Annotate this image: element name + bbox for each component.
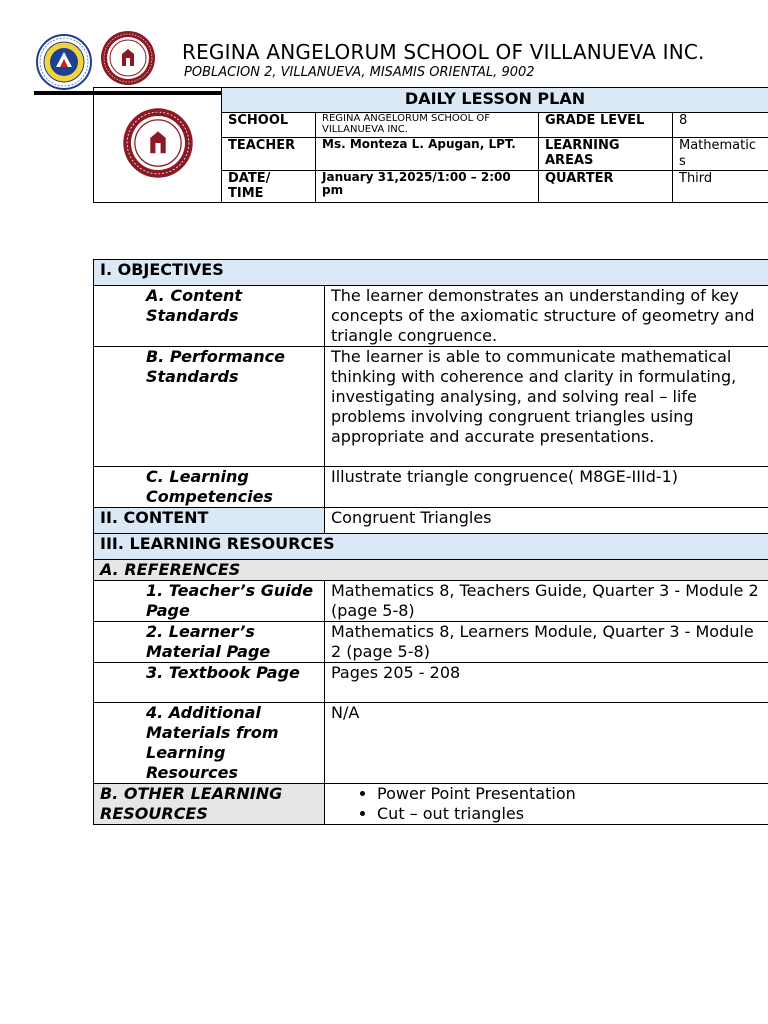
areas-label: LEARNING AREAS: [539, 138, 673, 171]
content-value: Congruent Triangles: [325, 508, 768, 534]
textbook-label: 3. Textbook Page: [94, 663, 325, 703]
references-heading: A. REFERENCES: [94, 560, 768, 581]
lesson-info-table: [93, 87, 768, 203]
date-value: January 31,2025/1:00 – 2:00 pm: [316, 171, 539, 203]
lesson-plan-table: [93, 259, 768, 825]
grade-label: GRADE LEVEL: [539, 113, 673, 138]
school-value: REGINA ANGELORUM SCHOOL OF VILLANUEVA INC.: [316, 113, 539, 138]
teacher-label: TEACHER: [222, 138, 316, 171]
additional-materials-value: N/A: [325, 703, 768, 784]
competencies-label: C. Learning Competencies: [94, 467, 325, 508]
teacher-value: Ms. Monteza L. Apugan, LPT.: [316, 138, 539, 171]
learners-material-label: 2. Learner’s Material Page: [94, 622, 325, 663]
school-name: REGINA ANGELORUM SCHOOL OF VILLANUEVA INC.: [182, 40, 705, 64]
teachers-guide-label: 1. Teacher’s Guide Page: [94, 581, 325, 622]
date-label: DATE/ TIME: [222, 171, 316, 203]
performance-standards-value: The learner is able to communicate mathematical thinking with coherence and clarity in formulating, investigating analysing, and solving real – life problems involving congruent triangles using appropriate and accurate presentations.: [325, 347, 768, 467]
deped-logo: [36, 34, 92, 90]
list-item: • Power Point Presentation: [377, 784, 762, 804]
performance-standards-label: B. Performance Standards: [94, 347, 325, 467]
grade-value: 8: [673, 113, 768, 138]
content-standards-label: A. Content Standards: [94, 286, 325, 347]
textbook-value: Pages 205 - 208: [325, 663, 768, 703]
areas-value: Mathematics: [673, 138, 768, 171]
other-resources-label: B. OTHER LEARNING RESOURCES: [94, 784, 325, 825]
school-logo: [100, 30, 156, 86]
school-address: POBLACION 2, VILLANUEVA, MISAMIS ORIENTAL, 9002: [184, 65, 535, 80]
content-heading: II. CONTENT: [94, 508, 325, 534]
logo-cell: [94, 88, 222, 203]
additional-materials-label: 4. Additional Materials from Learning Resources: [94, 703, 325, 784]
school-seal-icon: [122, 107, 194, 179]
quarter-label: QUARTER: [539, 171, 673, 203]
resources-heading: III. LEARNING RESOURCES: [94, 534, 768, 560]
school-label: SCHOOL: [222, 113, 316, 138]
list-item: • Cut – out triangles: [377, 804, 762, 824]
learners-material-value: Mathematics 8, Learners Module, Quarter 3 - Module 2 (page 5-8): [325, 622, 768, 663]
plan-title: DAILY LESSON PLAN: [222, 88, 768, 113]
content-standards-value: The learner demonstrates an understanding of key concepts of the axiomatic structure of geometry and triangle congruence.: [325, 286, 768, 347]
objectives-heading: I. OBJECTIVES: [94, 260, 768, 286]
competencies-value: Illustrate triangle congruence( M8GE-IIId-1): [325, 467, 768, 508]
quarter-value: Third: [673, 171, 768, 203]
teachers-guide-value: Mathematics 8, Teachers Guide, Quarter 3 - Module 2 (page 5-8): [325, 581, 768, 622]
other-resources-value: [325, 784, 768, 825]
